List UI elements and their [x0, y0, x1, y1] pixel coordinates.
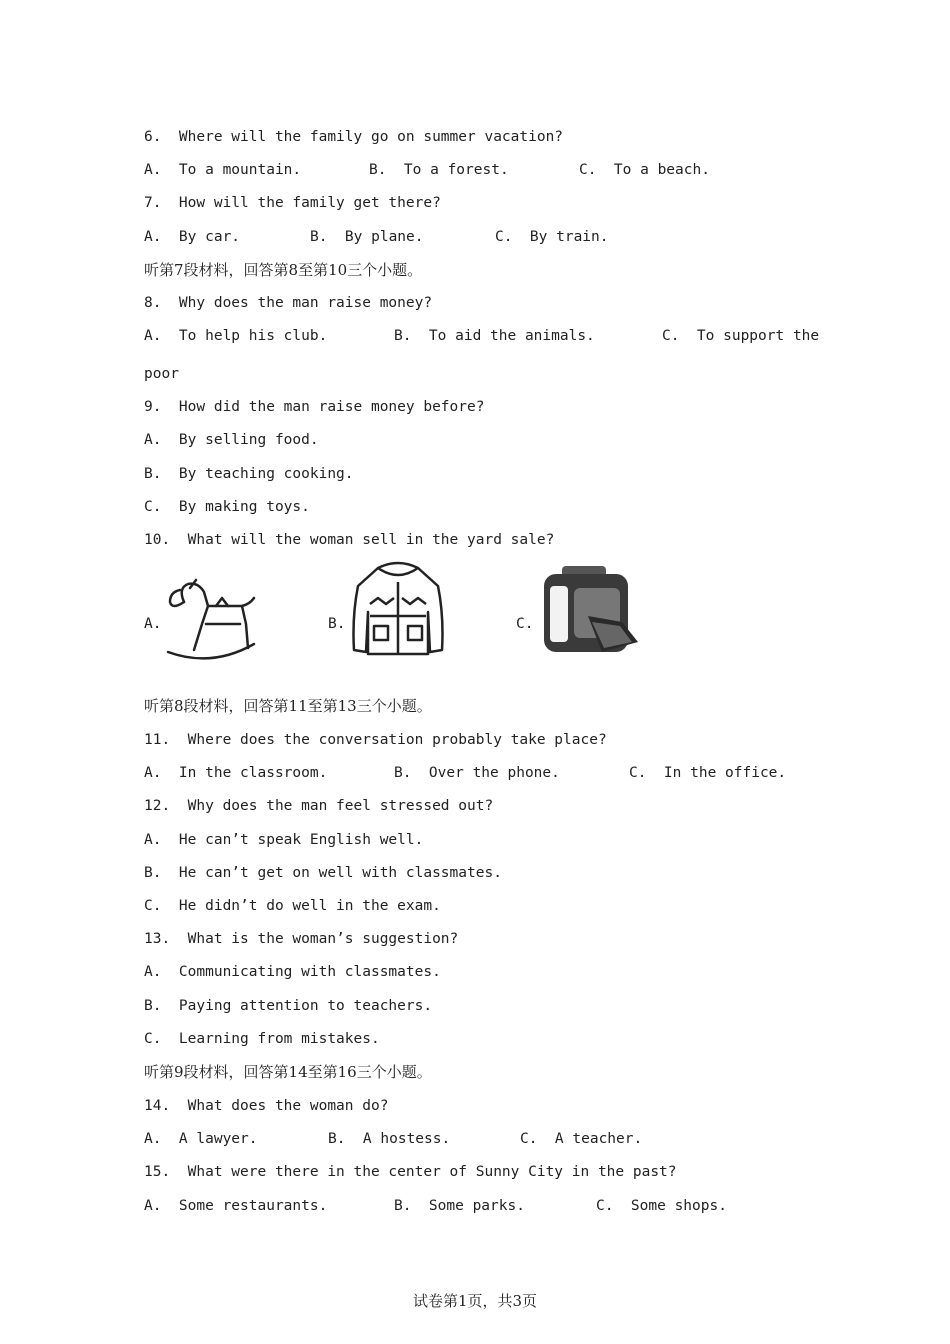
section-9-heading: 听第9段材料，回答第14至第16三个小题。	[144, 1063, 432, 1081]
q14-option-b: B. A hostess.	[328, 1131, 451, 1147]
q8-option-c-continued: poor	[144, 366, 179, 382]
toaster-image	[538, 562, 642, 658]
section-8-heading: 听第8段材料，回答第11至第13三个小题。	[144, 697, 432, 715]
q12-option-c: C. He didn’t do well in the exam.	[144, 898, 441, 914]
q7-option-c: C. By train.	[495, 229, 609, 245]
section-7-heading: 听第7段材料，回答第8至第10三个小题。	[144, 261, 423, 279]
q11-option-b: B. Over the phone.	[394, 765, 560, 781]
q10-option-a-label: A.	[144, 616, 162, 632]
question-8: 8. Why does the man raise money?	[144, 295, 433, 311]
q15-option-b: B. Some parks.	[394, 1198, 525, 1214]
q11-option-a: A. In the classroom.	[144, 765, 328, 781]
q6-option-b: B. To a forest.	[369, 162, 509, 178]
q10-option-c-label: C.	[516, 616, 534, 632]
q13-option-b: B. Paying attention to teachers.	[144, 998, 433, 1014]
question-15: 15. What were there in the center of Sunny City in the past?	[144, 1164, 677, 1180]
jacket-image	[348, 560, 448, 658]
q9-option-a: A. By selling food.	[144, 432, 319, 448]
q14-option-c: C. A teacher.	[520, 1131, 643, 1147]
q10-option-b-label: B.	[328, 616, 346, 632]
q12-option-b: B. He can’t get on well with classmates.	[144, 865, 502, 881]
rocking-horse-image	[162, 578, 262, 660]
q14-option-a: A. A lawyer.	[144, 1131, 258, 1147]
question-11: 11. Where does the conversation probably take place?	[144, 732, 607, 748]
question-9: 9. How did the man raise money before?	[144, 399, 485, 415]
question-14: 14. What does the woman do?	[144, 1098, 389, 1114]
q11-option-c: C. In the office.	[629, 765, 787, 781]
q7-option-b: B. By plane.	[310, 229, 424, 245]
q6-option-a: A. To a mountain.	[144, 162, 302, 178]
question-13: 13. What is the woman’s suggestion?	[144, 931, 459, 947]
q9-option-b: B. By teaching cooking.	[144, 466, 354, 482]
q6-option-c: C. To a beach.	[579, 162, 710, 178]
page-footer: 试卷第1页，共3页	[412, 1292, 538, 1310]
q7-option-a: A. By car.	[144, 229, 241, 245]
q9-option-c: C. By making toys.	[144, 499, 310, 515]
question-10: 10. What will the woman sell in the yard sale?	[144, 532, 555, 548]
q8-option-a: A. To help his club.	[144, 328, 328, 344]
question-6: 6. Where will the family go on summer vacation?	[144, 129, 564, 145]
question-7: 7. How will the family get there?	[144, 195, 441, 211]
q13-option-a: A. Communicating with classmates.	[144, 964, 441, 980]
question-12: 12. Why does the man feel stressed out?	[144, 798, 494, 814]
q13-option-c: C. Learning from mistakes.	[144, 1031, 380, 1047]
q8-option-c: C. To support the	[662, 328, 820, 344]
q15-option-a: A. Some restaurants.	[144, 1198, 328, 1214]
q8-option-b: B. To aid the animals.	[394, 328, 595, 344]
q15-option-c: C. Some shops.	[596, 1198, 727, 1214]
q12-option-a: A. He can’t speak English well.	[144, 832, 424, 848]
